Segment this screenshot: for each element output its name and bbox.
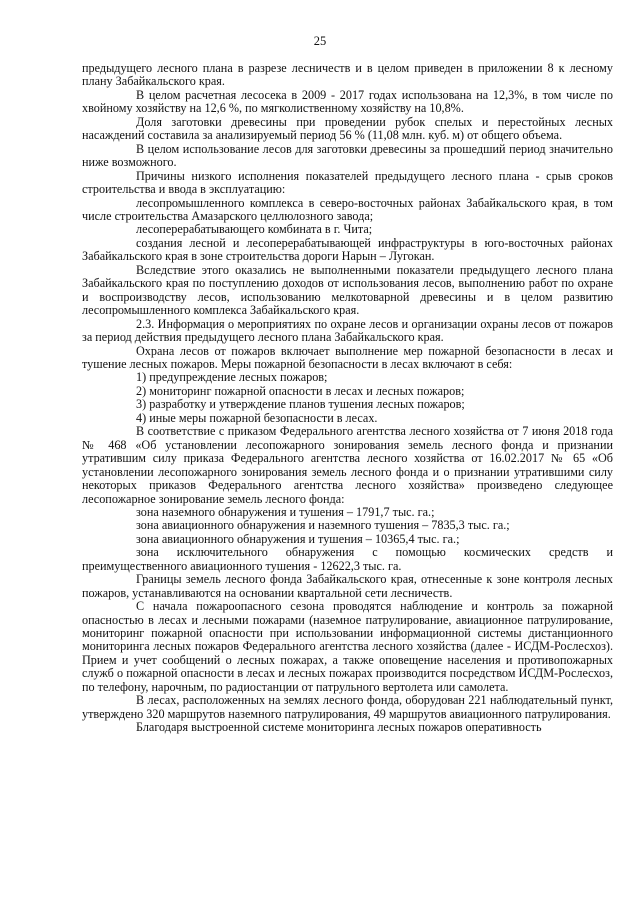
list-item: лесоперерабатывающего комбината в г. Чита; (136, 222, 373, 237)
list-item: лесопромышленного комплекса в северо-восточных районах Забайкальского края, в том числе строительства Амазарского целлюлозного завода; (82, 195, 613, 223)
paragraph: В целом расчетная лесосека в 2009 - 2017 годах использована на 12,3%, в том числе по хвойному хозяйству на 12,6 %, по мягколиственному хозяйству на 10,8%. (82, 87, 613, 116)
list-item: зона авиационного обнаружения и тушения – 10365,4 тыс. га.; (136, 531, 460, 546)
list-item: 4) иные меры пожарной безопасности в лесах. (136, 410, 378, 425)
list-item: создания лесной и лесоперерабатывающей инфраструктуры в юго-восточных районах Забайкальского края в зоне строительства дороги Нарын – Лугокан. (82, 235, 613, 264)
list-item: 1) предупреждение лесных пожаров; (136, 370, 328, 385)
document-body (82, 62, 613, 735)
paragraph: В целом использование лесов для заготовки древесины за прошедший период значительно ниже возможного. (82, 141, 613, 170)
list-item: зона наземного обнаружения и тушения – 1791,7 тыс. га.; (136, 504, 435, 519)
paragraph: Границы земель лесного фонда Забайкальского края, отнесенные к зоне контроля лесных пожаров, устанавливаются на основании квартальной сети лесничеств. (82, 572, 613, 600)
list-item: 2) мониторинг пожарной опасности в лесах и лесных пожаров; (136, 383, 465, 398)
paragraph: В соответствие с приказом Федерального агентства лесного хозяйства от 7 июня 2018 года № 468 «Об установлении лесопожарного зонирования земель лесного фонда и признании утратившим силу приказа Федерального агентства лесного хозяйства от 16.02.2017 № 65 «Об установлении лесопожарного зонирования земель лесного фонда и о признании утратившими силу некоторых приказов Федерального агентства лесного хозяйства» произведено следующее лесопожарное зонирование земель лесного фонда: (82, 424, 613, 506)
list-item: зона исключительного обнаружения с помощью космических средств и преимущественного авиационного тушения - 12622,3 тыс. га. (82, 545, 613, 573)
paragraph: В лесах, расположенных на землях лесного фонда, оборудован 221 наблюдательный пункт, утверждено 320 маршрутов наземного патрулирования, 49 маршрутов авиационного патрулирования. (82, 693, 613, 721)
paragraph: Охрана лесов от пожаров включает выполнение мер пожарной безопасности в лесах и тушение лесных пожаров. Меры пожарной безопасности в лесах включают в себя: (82, 343, 613, 371)
page-number: 25 (313, 34, 327, 48)
list-item: 3) разработку и утверждение планов тушения лесных пожаров; (136, 397, 465, 412)
section-heading: 2.3. Информация о мероприятиях по охране лесов и организации охраны лесов от пожаров за период действия предыдущего лесного плана Забайкальского края. (82, 316, 613, 345)
paragraph: Вследствие этого оказались не выполненными показатели предыдущего лесного плана Забайкальского края по поступлению доходов от использования лесов, выполнению работ по охране и воспроизводству лесов, использованию мелкотоварной древесины и в целом развитию лесопромышленного комплекса Забайкальского края. (82, 262, 613, 318)
paragraph: Благодаря выстроенной системе мониторинга лесных пожаров оперативность (136, 720, 542, 735)
paragraph: Доля заготовки древесины при проведении рубок спелых и перестойных лесных насаждений составила за анализируемый период 56 % (11,08 млн. куб. м) от общего объема. (82, 114, 613, 143)
paragraph: Причины низкого исполнения показателей предыдущего лесного плана - срыв сроков строительства и ввода в эксплуатацию: (82, 168, 613, 197)
list-item: зона авиационного обнаружения и наземного тушения – 7835,3 тыс. га.; (136, 518, 510, 533)
paragraph: С начала пожароопасного сезона проводятся наблюдение и контроль за пожарной опасностью в лесах и лесными пожарами (наземное патрулирование, авиационное патрулирование, мониторинг пожарной опасности при использовании информационной системы дистанционного мониторинга лесных пожаров Федерального агентства лесного хозяйства (далее - ИСДМ-Рослесхоз). Прием и учет сообщений о лесных пожарах, а также оповещение населения и противопожарных служб о пожарной опасности в лесах и лесных пожарах производится посредством ИСДМ-Рослесхоз, по телефону, нарочным, по радиостанции от патрульного вертолета или самолета. (82, 599, 613, 694)
paragraph: предыдущего лесного плана в разрезе лесничеств и в целом приведен в приложении 8 к лесному плану Забайкальского края. (82, 61, 613, 89)
